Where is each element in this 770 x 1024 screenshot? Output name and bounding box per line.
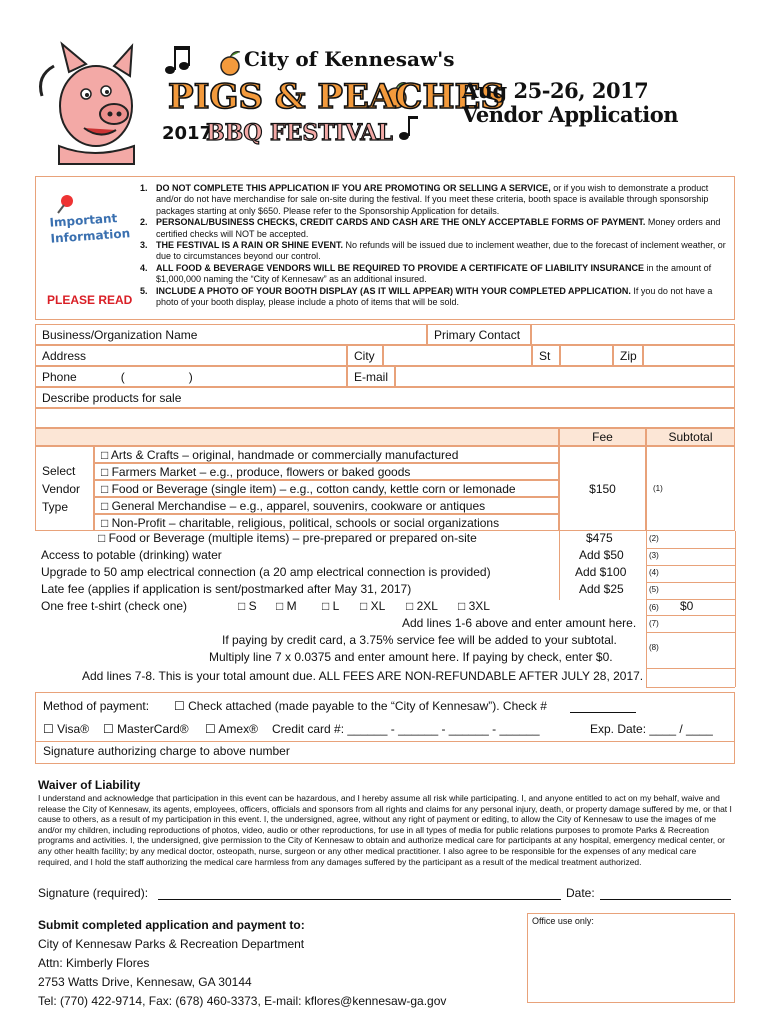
vendor-option-label: □ General Merchandise – e.g., apparel, souvenirs, cookware or antiques [101, 498, 486, 513]
city-label: City [354, 348, 375, 363]
describe-label: Describe products for sale [42, 390, 182, 405]
tshirt-size-m[interactable]: □ M [276, 599, 297, 613]
vendor-type-fee-value: $150 [589, 481, 616, 496]
total-due-text: Add lines 7-8. This is your total amount due. ALL FEES ARE NON-REFUNDABLE AFTER JULY 28, 2017. [82, 669, 644, 683]
important-item [140, 240, 730, 263]
multi-item-label: □ Food or Beverage (multiple items) – pre-prepared or prepared on-site [98, 531, 477, 545]
important-item-bold: INCLUDE A PHOTO OF YOUR BOOTH DISPLAY (AS IT WILL APPEAR) WITH YOUR COMPLETED APPLICATION. [156, 285, 631, 296]
tshirt-size-xl[interactable]: □ XL [360, 599, 386, 613]
page-title: Vendor Application [462, 102, 679, 127]
vendor-option-label: □ Arts & Crafts – original, handmade or commercially manufactured [101, 447, 459, 462]
row-rule [646, 548, 735, 549]
water-option[interactable]: Access to potable (drinking) water [41, 548, 222, 562]
important-item-bold: ALL FOOD & BEVERAGE VENDORS WILL BE REQUIRED TO PROVIDE A CERTIFICATE OF LIABILITY INSURANCE [156, 262, 645, 273]
multi-item-fee: $475 [586, 531, 613, 545]
subtotal-right-border [735, 531, 736, 687]
date-line[interactable] [600, 899, 731, 900]
zip-field[interactable] [643, 345, 735, 366]
festival-logo [34, 36, 505, 164]
office-use-box [527, 913, 735, 1003]
signature-line[interactable] [158, 899, 561, 900]
badge-line1: Important [49, 211, 118, 230]
expiration-date[interactable]: Exp. Date: ____ / ____ [590, 722, 713, 736]
vendor-option-label: □ Farmers Market – e.g., produce, flowers or baked goods [101, 464, 411, 479]
tshirt-subtotal: $0 [680, 599, 694, 613]
visa-option[interactable]: ☐ Visa® [43, 722, 90, 736]
select-label-line2: Vendor [42, 481, 81, 496]
vendor-option-arts[interactable] [94, 446, 559, 463]
city-label-cell [347, 345, 383, 366]
important-item-text: ALL FOOD & BEVERAGE VENDORS WILL BE REQUIRED TO PROVIDE A CERTIFICATE OF LIABILITY INSURANCE in the amount of $1,000,000 naming the “City of Kennesaw” as an additional insured. [156, 262, 712, 285]
important-item-text: PERSONAL/BUSINESS CHECKS, CREDIT CARDS AND CASH ARE THE ONLY ACCEPTABLE FORMS OF PAYMENT. Money orders and certified checks will NOT be accepted. [156, 217, 721, 239]
amp-upgrade-option[interactable]: Upgrade to 50 amp electrical connection (a 20 amp electrical connection is provided) [41, 565, 491, 579]
phone-paren-close: ) [188, 369, 193, 384]
line1-number: (1) [653, 484, 663, 493]
water-fee: Add $50 [579, 548, 624, 562]
submit-line: Tel: (770) 422-9714, Fax: (678) 460-3373, E-mail: kflores@kennesaw-ga.gov [38, 994, 447, 1008]
amex-option[interactable]: ☐ Amex® [205, 722, 258, 736]
important-item-bold: THE FESTIVAL IS A RAIN OR SHINE EVENT. [156, 240, 344, 251]
important-item-text: DO NOT COMPLETE THIS APPLICATION IF YOU ARE PROMOTING OR SELLING A SERVICE, or if you wish to demonstrate a product and/or do not have merchandise for sale on-site during the festival. If you meet these criteria, booth space is available through sponsorship packages starting at only $650. Please refer to the Sponsorship Application for details. [156, 183, 709, 216]
fees-header-spacer [35, 428, 559, 446]
add-lines-1-6: Add lines 1-6 above and enter amount here. [402, 616, 637, 630]
describe-products-field[interactable] [35, 387, 735, 408]
check-option[interactable]: ☐ Check attached (made payable to the “City of Kennesaw”). Check # [174, 699, 547, 713]
select-label-line1: Select [42, 463, 76, 478]
line1-subtotal[interactable] [646, 446, 735, 531]
late-fee: Add $25 [579, 582, 624, 596]
row-rule [646, 615, 735, 616]
fee-header-label: Fee [592, 430, 613, 444]
address-label: Address [42, 348, 87, 363]
badge-line2: Information [50, 226, 131, 246]
important-item-bold: DO NOT COMPLETE THIS APPLICATION IF YOU ARE PROMOTING OR SELLING A SERVICE, [156, 183, 551, 193]
vendor-option-merch[interactable] [94, 497, 559, 514]
tshirt-size-3xl[interactable]: □ 3XL [458, 599, 490, 613]
important-item-text: THE FESTIVAL IS A RAIN OR SHINE EVENT. No refunds will be issued due to inclement weather, due to the forecast of inclement weather, or due to circumstances beyond our control. [156, 240, 726, 262]
vendor-type-fee [559, 446, 646, 531]
please-read: PLEASE READ [47, 293, 133, 307]
line3-number: (3) [649, 551, 659, 560]
cc-fee-text-2: Multiply line 7 x 0.0375 and enter amount here. If paying by check, enter $0. [209, 650, 613, 664]
line8-number: (8) [649, 643, 659, 652]
important-item-number: 2. [140, 217, 148, 228]
state-label-cell [532, 345, 560, 366]
line7-number: (7) [649, 619, 659, 628]
important-item [140, 286, 730, 309]
submit-line: City of Kennesaw Parks & Recreation Department [38, 937, 305, 951]
row-rule [646, 565, 735, 566]
logo-city: City of Kennesaw's [244, 47, 455, 71]
important-item-number: 1. [140, 183, 148, 193]
email-label-cell [347, 366, 395, 387]
important-item [140, 183, 730, 217]
signature-label: Signature (required): [38, 886, 149, 900]
signature-authorization[interactable]: Signature authorizing charge to above number [43, 744, 290, 758]
important-item [140, 263, 730, 286]
subtotal-col-border [646, 531, 647, 687]
important-badge [49, 209, 131, 246]
tshirt-size-s[interactable]: □ S [238, 599, 257, 613]
date-label: Date: [566, 886, 595, 900]
vendor-option-nonprofit[interactable] [94, 514, 559, 531]
tshirt-size-2xl[interactable]: □ 2XL [406, 599, 438, 613]
phone-label: Phone [42, 369, 77, 384]
business-label: Business/Organization Name [42, 327, 198, 342]
important-item-number: 3. [140, 240, 148, 251]
state-label: St [539, 348, 551, 363]
row-rule [646, 599, 735, 600]
vendor-option-label: □ Non-Profit – charitable, religious, political, schools or social organizations [101, 515, 500, 530]
payment-divider [35, 741, 735, 742]
important-item-number: 4. [140, 262, 148, 273]
pig-mascot-icon [41, 44, 135, 164]
email-label: E-mail [354, 369, 389, 384]
row-rule [646, 687, 735, 688]
primary-contact-label-cell [427, 324, 531, 345]
logo-festival: PIGS & PEACHES [168, 77, 505, 117]
fee-header [559, 428, 646, 446]
submit-line: 2753 Watts Drive, Kennesaw, GA 30144 [38, 975, 252, 989]
logo-subtitle: BBQ FESTIVAL [206, 120, 393, 146]
line4-number: (4) [649, 568, 659, 577]
payment-method-label: Method of payment: [43, 699, 150, 713]
fee-col-border [559, 531, 560, 600]
zip-label: Zip [620, 348, 637, 363]
tshirt-label: One free t-shirt (check one) [41, 599, 188, 613]
city-field[interactable] [383, 345, 532, 366]
late-fee-option[interactable]: Late fee (applies if application is sent/postmarked after May 31, 2017) [41, 582, 412, 596]
line2-number: (2) [649, 534, 659, 543]
line6-number: (6) [649, 603, 659, 612]
row-rule [646, 582, 735, 583]
subtotal-header-label: Subtotal [668, 430, 713, 444]
important-list [140, 183, 730, 308]
vendor-option-food-multiple[interactable] [40, 531, 477, 545]
waiver-title: Waiver of Liability [38, 778, 141, 792]
vendor-option-farmers[interactable] [94, 463, 559, 480]
primary-contact-field[interactable] [531, 324, 735, 345]
zip-label-cell [613, 345, 643, 366]
row-rule [646, 668, 735, 669]
vendor-option-label: □ Food or Beverage (single item) – e.g., cotton candy, kettle corn or lemonade [101, 481, 516, 496]
submit-line: Attn: Kimberly Flores [38, 956, 150, 970]
describe-products-line2[interactable] [35, 408, 735, 428]
email-field[interactable] [395, 366, 735, 387]
important-item-number: 5. [140, 285, 148, 296]
line5-number: (5) [649, 585, 659, 594]
cc-fee-text-1: If paying by credit card, a 3.75% service fee will be added to your subtotal. [222, 633, 617, 647]
business-name-field[interactable] [35, 324, 427, 345]
waiver-text: I understand and acknowledge that participation in this event can be hazardous, and I hereby assume all risk while participating. I, and anyone entitled to act on my behalf, waive and release the City of Kennesaw, its agents, employees, officers, officials and sponsors from all rights and claims for any personal injury, death, or property damage suffered by me, or that I cause to others, as a result of my participation in this event. I, the undersigned, agree, without any right of payment or editing, to allow the City of Kennesaw to use the images of me and/or my children, including reproductions of photos, video, audio or other reproductions, for use in all types of media for public relations purposes to promote Parks & Recreation programs and activities. I, the undersigned, give permission to the City of Kennesaw to obtain and authorize medical care for participants at any hospital, emergency medical center, or any other health facility; by any medical doctor, osteopath, nurse, surgeon or any other medical practitioner. I also agree to be responsible for the expenses of any medical care required, and I hold the staff authorizing the medical care harmless from any damages suffered by the participant as a result of the medical treatment authorized. [38, 793, 732, 867]
tshirt-size-l[interactable]: □ L [322, 599, 340, 613]
submit-block [38, 916, 446, 1011]
select-vendor-type [35, 446, 94, 531]
address-field[interactable] [35, 345, 347, 366]
logo-year: 2017 [162, 123, 213, 144]
important-item-bold: PERSONAL/BUSINESS CHECKS, CREDIT CARDS AND CASH ARE THE ONLY ACCEPTABLE FORMS OF PAYMENT. [156, 217, 646, 228]
primary-contact-label: Primary Contact [434, 327, 521, 342]
event-date: Aug 25-26, 2017 [462, 78, 649, 103]
submit-heading: Submit completed application and payment to: [38, 918, 305, 932]
phone-paren-open: ( [120, 369, 125, 384]
phone-field[interactable] [35, 366, 347, 387]
important-item [140, 217, 730, 240]
vendor-option-food-single[interactable] [94, 480, 559, 497]
important-item-text: INCLUDE A PHOTO OF YOUR BOOTH DISPLAY (AS IT WILL APPEAR) WITH YOUR COMPLETED APPLICATION. If you do not have a photo of your booth display, please include a photo of items that will be sold. [156, 285, 713, 308]
row-rule [646, 632, 735, 633]
select-label-line3: Type [42, 499, 69, 514]
office-use-label: Office use only: [532, 916, 594, 926]
subtotal-header [646, 428, 735, 446]
amp-fee: Add $100 [575, 565, 627, 579]
mastercard-option[interactable]: ☐ MasterCard® [103, 722, 189, 736]
state-field[interactable] [560, 345, 613, 366]
check-number-line[interactable] [570, 712, 636, 713]
credit-card-number[interactable]: Credit card #: ______ - ______ - ______ - ______ [272, 722, 540, 736]
